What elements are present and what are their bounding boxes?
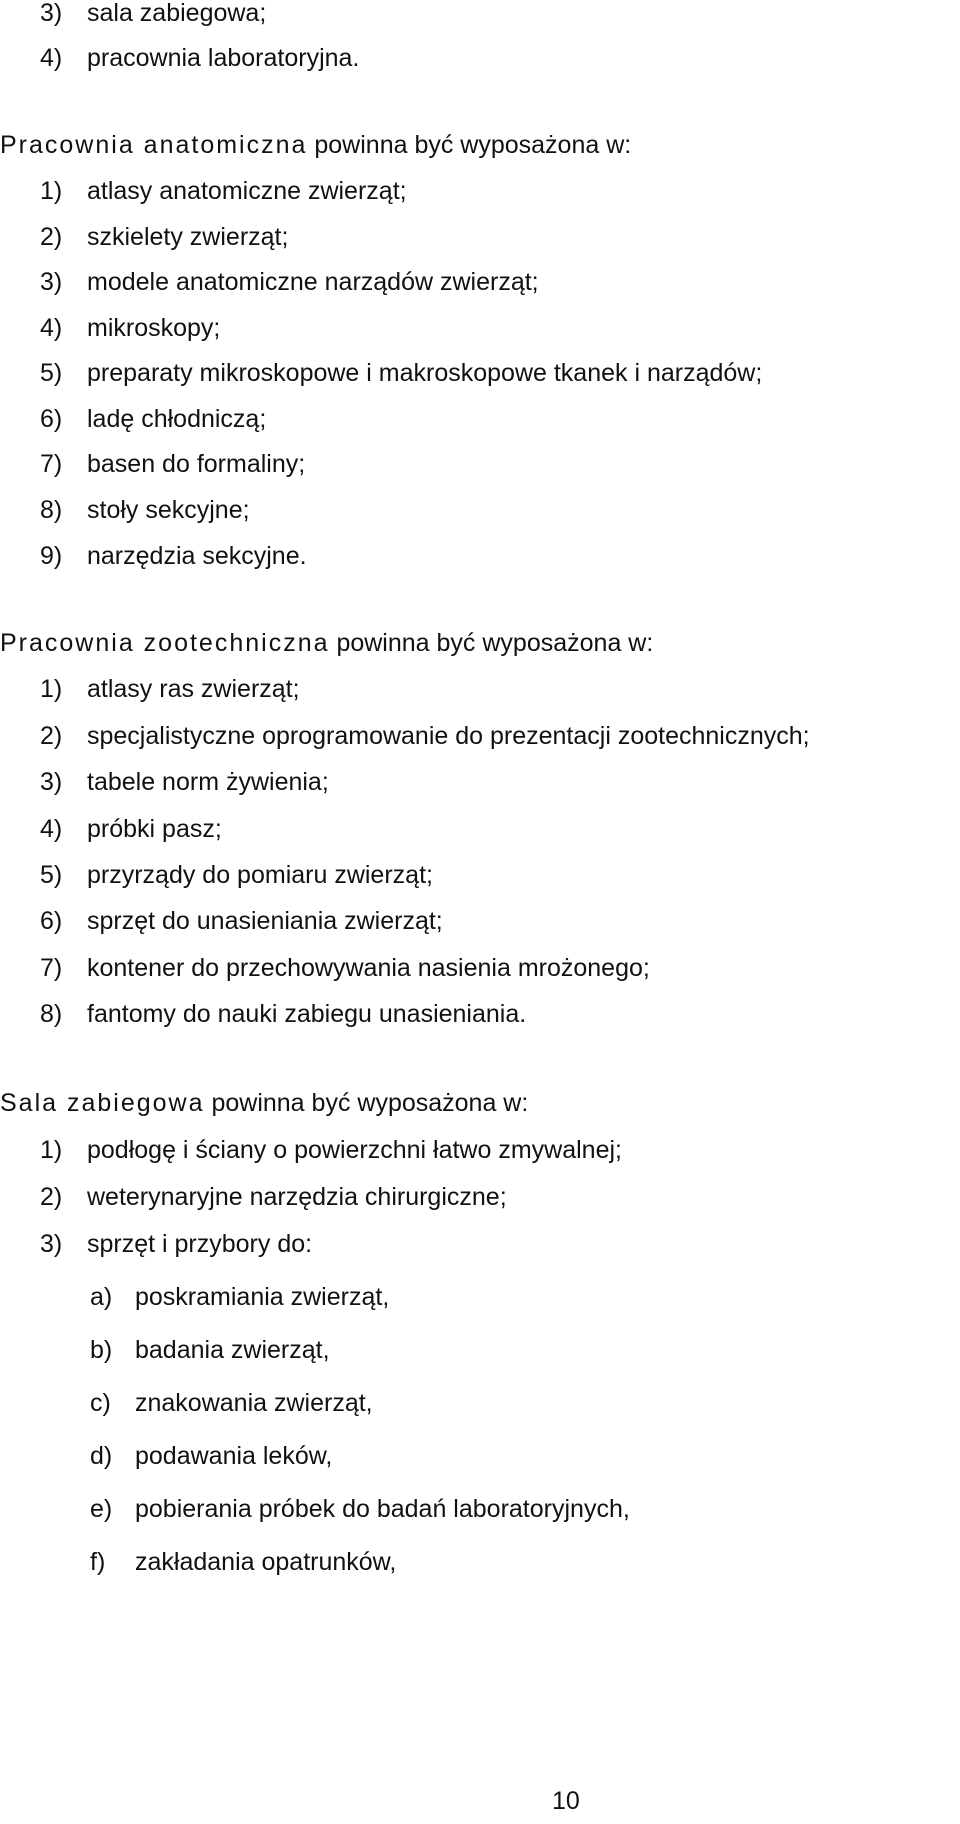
page-number: 10 <box>552 1787 580 1815</box>
item-text: przyrządy do pomiaru zwierząt; <box>87 861 433 889</box>
section-heading <box>0 628 653 658</box>
item-text: atlasy ras zwierząt; <box>87 675 300 703</box>
item-text: tabele norm żywienia; <box>87 768 329 796</box>
section-heading <box>0 1088 528 1118</box>
subitem-text: pobierania próbek do badań laboratoryjnych, <box>135 1495 630 1523</box>
item-number: 4) <box>40 44 63 72</box>
item-text: stoły sekcyjne; <box>87 496 250 524</box>
item-number: 7) <box>40 954 63 982</box>
subitem-letter: e) <box>90 1495 113 1523</box>
item-number: 3) <box>40 268 63 296</box>
item-text: pracownia laboratoryjna. <box>87 44 360 72</box>
item-text: fantomy do nauki zabiegu unasieniania. <box>87 1000 527 1028</box>
item-text: specjalistyczne oprogramowanie do prezentacji zootechnicznych; <box>87 722 810 750</box>
item-number: 8) <box>40 496 63 524</box>
item-number: 1) <box>40 675 63 703</box>
item-text: sprzęt do unasieniania zwierząt; <box>87 907 443 935</box>
heading-rest: powinna być wyposażona w: <box>307 131 632 159</box>
subitem-text: podawania leków, <box>135 1442 333 1470</box>
item-text: podłogę i ściany o powierzchni łatwo zmywalnej; <box>87 1136 622 1164</box>
subitem-text: badania zwierząt, <box>135 1336 330 1364</box>
item-text: weterynaryjne narzędzia chirurgiczne; <box>87 1183 507 1211</box>
item-number: 8) <box>40 1000 63 1028</box>
item-number: 2) <box>40 1183 63 1211</box>
heading-rest: powinna być wyposażona w: <box>204 1089 529 1117</box>
item-number: 4) <box>40 314 63 342</box>
subitem-letter: a) <box>90 1283 113 1311</box>
item-number: 5) <box>40 861 63 889</box>
item-number: 5) <box>40 359 63 387</box>
item-text: sprzęt i przybory do: <box>87 1230 313 1258</box>
item-text: ladę chłodniczą; <box>87 405 267 433</box>
item-number: 4) <box>40 815 63 843</box>
subitem-letter: b) <box>90 1336 113 1364</box>
item-number: 7) <box>40 450 63 478</box>
heading-rest: powinna być wyposażona w: <box>329 629 654 657</box>
heading-term: Pracownia anatomiczna <box>0 131 308 159</box>
item-text: modele anatomiczne narządów zwierząt; <box>87 268 539 296</box>
item-text: basen do formaliny; <box>87 450 306 478</box>
item-number: 1) <box>40 177 63 205</box>
subitem-text: znakowania zwierząt, <box>135 1389 373 1417</box>
subitem-letter: c) <box>90 1389 111 1417</box>
item-number: 3) <box>40 1230 63 1258</box>
subitem-text: zakładania opatrunków, <box>135 1548 397 1576</box>
item-number: 9) <box>40 542 63 570</box>
subitem-text: poskramiania zwierząt, <box>135 1283 390 1311</box>
item-text: atlasy anatomiczne zwierząt; <box>87 177 407 205</box>
item-text: preparaty mikroskopowe i makroskopowe tkanek i narządów; <box>87 359 763 387</box>
section-heading <box>0 130 631 160</box>
item-text: sala zabiegowa; <box>87 0 267 27</box>
heading-term: Sala zabiegowa <box>0 1089 205 1117</box>
subitem-letter: d) <box>90 1442 113 1470</box>
item-number: 1) <box>40 1136 63 1164</box>
item-number: 6) <box>40 907 63 935</box>
item-text: szkielety zwierząt; <box>87 223 289 251</box>
item-text: mikroskopy; <box>87 314 221 342</box>
item-text: próbki pasz; <box>87 815 222 843</box>
item-text: kontener do przechowywania nasienia mrożonego; <box>87 954 650 982</box>
item-text: narzędzia sekcyjne. <box>87 542 307 570</box>
subitem-letter: f) <box>90 1548 106 1576</box>
heading-term: Pracownia zootechniczna <box>0 629 330 657</box>
item-number: 3) <box>40 0 63 27</box>
item-number: 2) <box>40 722 63 750</box>
item-number: 6) <box>40 405 63 433</box>
item-number: 3) <box>40 768 63 796</box>
item-number: 2) <box>40 223 63 251</box>
